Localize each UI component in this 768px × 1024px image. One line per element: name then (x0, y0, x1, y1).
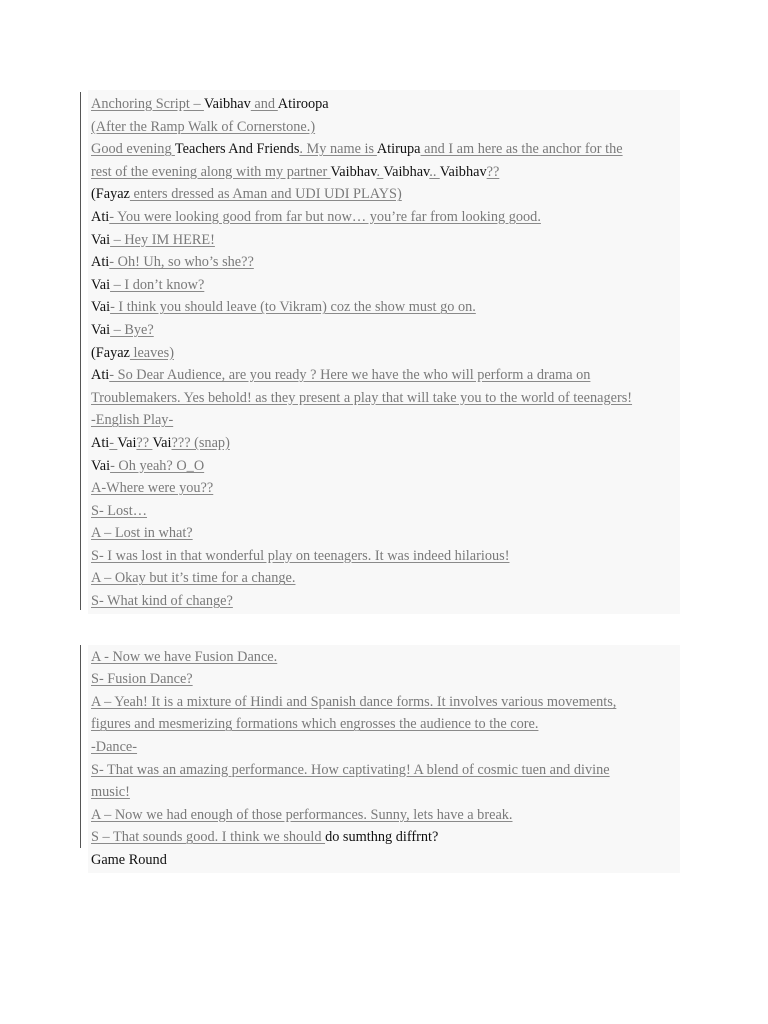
speaker-text: Ati (91, 434, 110, 451)
script-line (91, 93, 676, 116)
script-line (91, 183, 676, 206)
tracked-text: (After the Ramp Walk of Cornerstone.) (91, 118, 316, 135)
tracked-text: ?? (136, 434, 153, 451)
script-line (91, 545, 676, 568)
tracked-text: . (376, 163, 384, 180)
script-line (91, 646, 676, 669)
script-line (91, 826, 676, 849)
tracked-text: and I am here as the anchor for the (420, 141, 623, 158)
speaker-text: ( (91, 344, 96, 361)
speaker-text: do sumthng diffrnt? (325, 829, 439, 846)
script-line (91, 319, 676, 342)
tracked-text: Troublemakers. Yes behold! as they present a play that will take you to the world of teenagers! (91, 389, 633, 406)
script-line (91, 116, 676, 139)
tracked-text: ??? (snap) (171, 434, 230, 451)
tracked-text: - You were looking good from far but now… you’re far from looking good. (109, 208, 541, 225)
tracked-text: S- That was an amazing performance. How captivating! A blend of cosmic tuen and divine (91, 761, 610, 778)
script-line (91, 161, 676, 184)
script-line (91, 274, 676, 297)
speaker-text: Vai (91, 299, 111, 316)
script-line (91, 522, 676, 545)
speaker-text: Game Round (91, 852, 167, 868)
tracked-text: -English Play- (91, 412, 174, 429)
tracked-text: A – Yeah! It is a mixture of Hindi and Spanish dance forms. It involves various movements, (91, 693, 617, 710)
tracked-text: S- Lost… (91, 502, 148, 519)
script-line (91, 364, 676, 387)
tracked-text: .. (429, 163, 440, 180)
script-line (91, 138, 676, 161)
speaker-text: Vaibhav (383, 163, 430, 180)
tracked-text: A-Where were you?? (91, 480, 214, 497)
tracked-text: rest of the evening along with my partner (91, 163, 331, 180)
tracked-text: A - Now we have Fusion Dance. (91, 648, 278, 665)
script-line (91, 387, 676, 410)
anchoring-script-document (91, 93, 676, 872)
tracked-text: - Oh yeah? O_O (110, 457, 205, 474)
tracked-text: - (109, 434, 118, 451)
script-line (91, 781, 676, 804)
script-line (91, 296, 676, 319)
tracked-text: S- I was lost in that wonderful play on teenagers. It was indeed hilarious! (91, 547, 510, 564)
speaker-text: Ati (91, 367, 110, 384)
tracked-text: S- What kind of change? (91, 593, 233, 610)
tracked-text: A – Okay but it’s time for a change. (91, 570, 296, 587)
script-line (91, 713, 676, 736)
speaker-text: Vai (91, 231, 111, 248)
tracked-text: . My name is (299, 141, 377, 158)
speaker-text: Fayaz (95, 186, 130, 203)
script-line (91, 477, 676, 500)
tracked-text: - Oh! Uh, so who’s she?? (109, 254, 254, 271)
script-line (91, 432, 676, 455)
tracked-text: leaves) (129, 344, 174, 361)
speaker-text: Vai (91, 276, 111, 293)
script-line (91, 759, 676, 782)
speaker-text: Atirupa (376, 141, 421, 158)
script-line (91, 736, 676, 759)
tracked-text: A – Now we had enough of those performances. Sunny, lets have a break. (91, 806, 513, 823)
script-line (91, 229, 676, 252)
script-line (91, 590, 676, 613)
tracked-text: - I think you should leave (to Vikram) coz the show must go on. (110, 299, 476, 316)
tracked-text: enters dressed as Aman and UDI UDI PLAYS) (129, 186, 402, 203)
speaker-text: Vai (117, 434, 137, 451)
script-line (91, 455, 676, 478)
speaker-text: Vaibhav (439, 163, 487, 180)
tracked-text: – I don’t know? (110, 276, 205, 293)
tracked-text: figures and mesmerizing formations which engrosses the audience to the core. (91, 716, 539, 733)
speaker-text: Vaibhav (330, 163, 377, 180)
speaker-text: Vai (91, 321, 111, 338)
speaker-text: Teachers And Friends (174, 141, 300, 158)
tracked-text: S – That sounds good. I think we should (91, 829, 326, 846)
tracked-text: -Dance- (91, 739, 138, 756)
tracked-text: Good evening (91, 141, 175, 158)
tracked-text: – Bye? (110, 321, 154, 338)
script-line (91, 804, 676, 827)
tracked-text: – Hey IM HERE! (110, 231, 215, 248)
speaker-text: Vai (91, 457, 111, 474)
change-bar-1 (80, 92, 81, 610)
change-bar-2 (80, 645, 81, 848)
block-gap (91, 613, 676, 646)
tracked-text: S- Fusion Dance? (91, 671, 193, 688)
tracked-text: A – Lost in what? (91, 525, 193, 542)
script-line (91, 668, 676, 691)
tracked-text: - So Dear Audience, are you ready ? Here we have the who will perform a drama on (109, 367, 591, 384)
script-line (91, 567, 676, 590)
speaker-text: Atiroopa (277, 96, 329, 112)
script-line (91, 409, 676, 432)
speaker-text: ( (91, 186, 96, 203)
speaker-text: Fayaz (95, 344, 130, 361)
speaker-text: Vaibhav (203, 96, 251, 112)
script-line (91, 849, 676, 872)
tracked-text: ?? (486, 163, 500, 180)
script-line (91, 206, 676, 229)
script-line (91, 500, 676, 523)
tracked-text: music! (91, 784, 130, 801)
speaker-text: Ati (91, 208, 110, 225)
script-line (91, 342, 676, 365)
speaker-text: Vai (152, 434, 172, 451)
script-line (91, 691, 676, 714)
tracked-text: and (250, 96, 278, 112)
script-line (91, 251, 676, 274)
tracked-text: Anchoring Script – (91, 96, 204, 112)
speaker-text: Ati (91, 254, 110, 271)
